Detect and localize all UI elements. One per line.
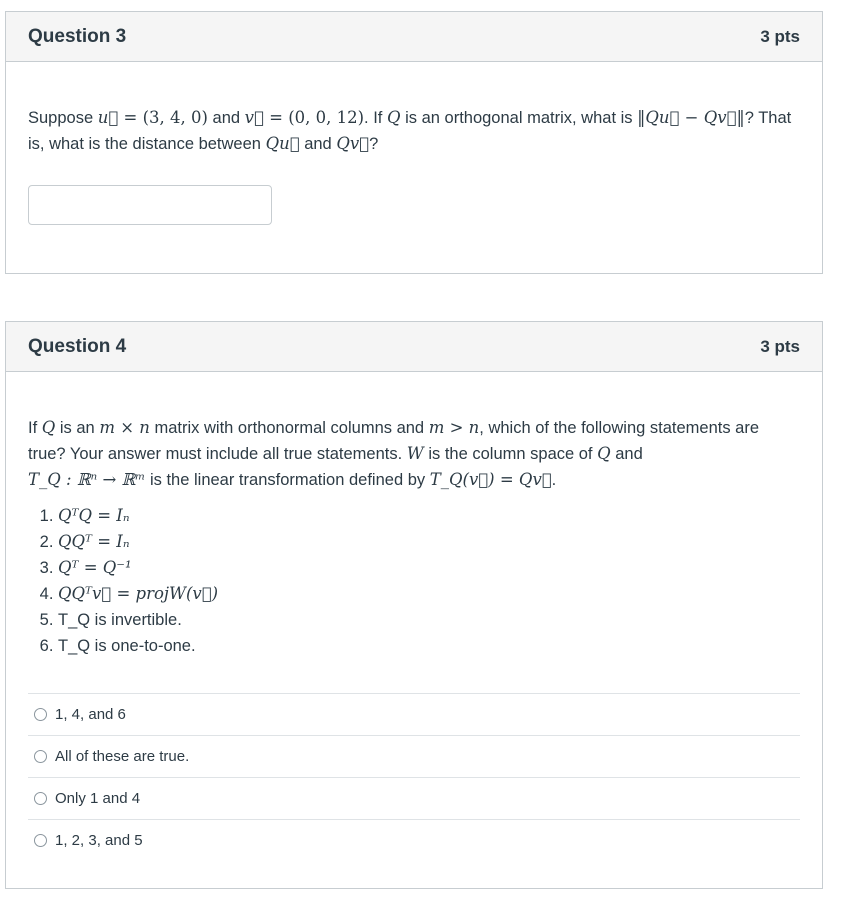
question-3-prompt: Suppose u⃗ = (3, 4, 0) and v⃗ = (0, 0, 12). If Q is an orthogonal matrix, what is ‖Qu⃗ − Qv⃗‖? That is, what is the distance between Qu⃗ and Qv⃗? xyxy=(28,108,792,153)
question-4-points: 3 pts xyxy=(760,336,800,356)
answer-choices xyxy=(28,693,800,861)
choice-3[interactable] xyxy=(28,777,800,819)
choice-label: 1, 2, 3, and 5 xyxy=(55,831,143,849)
answer-input[interactable] xyxy=(28,185,272,225)
statement-3: 3. Qᵀ = Q⁻¹ xyxy=(58,555,800,581)
statement-5: 5. T_Q is invertible. xyxy=(58,607,800,633)
question-4-title: Question 4 xyxy=(28,335,127,357)
radio-icon[interactable] xyxy=(34,708,47,721)
statement-list xyxy=(28,503,800,659)
question-4-card xyxy=(5,321,823,889)
question-3-header xyxy=(6,12,822,62)
question-4-header xyxy=(6,322,822,372)
question-4-body xyxy=(6,372,822,861)
question-3-card xyxy=(5,11,823,274)
choice-4[interactable] xyxy=(28,819,800,861)
question-3-body xyxy=(6,62,822,225)
statement-4: 4. QQᵀv⃗ = projW(v⃗) xyxy=(58,581,800,607)
statement-1: 1. QᵀQ = Iₙ xyxy=(58,503,800,529)
choice-label: All of these are true. xyxy=(55,747,190,765)
radio-icon[interactable] xyxy=(34,792,47,805)
choice-1[interactable] xyxy=(28,693,800,735)
radio-icon[interactable] xyxy=(34,834,47,847)
radio-icon[interactable] xyxy=(34,750,47,763)
choice-label: 1, 4, and 6 xyxy=(55,705,126,723)
choice-2[interactable] xyxy=(28,735,800,777)
question-3-points: 3 pts xyxy=(760,26,800,46)
statement-6: 6. T_Q is one-to-one. xyxy=(58,633,800,659)
statement-2: 2. QQᵀ = Iₙ xyxy=(58,529,800,555)
question-3-title: Question 3 xyxy=(28,25,127,47)
choice-label: Only 1 and 4 xyxy=(55,789,141,807)
question-4-prompt: If Q is an m × n matrix with orthonormal columns and m > n, which of the following statements are true? Your answer must include all true statements. W is the column space of Q and T_Q : ℝⁿ → ℝᵐ is the linear transformation defined by T_Q(v⃗) = Qv⃗. xyxy=(28,418,760,489)
